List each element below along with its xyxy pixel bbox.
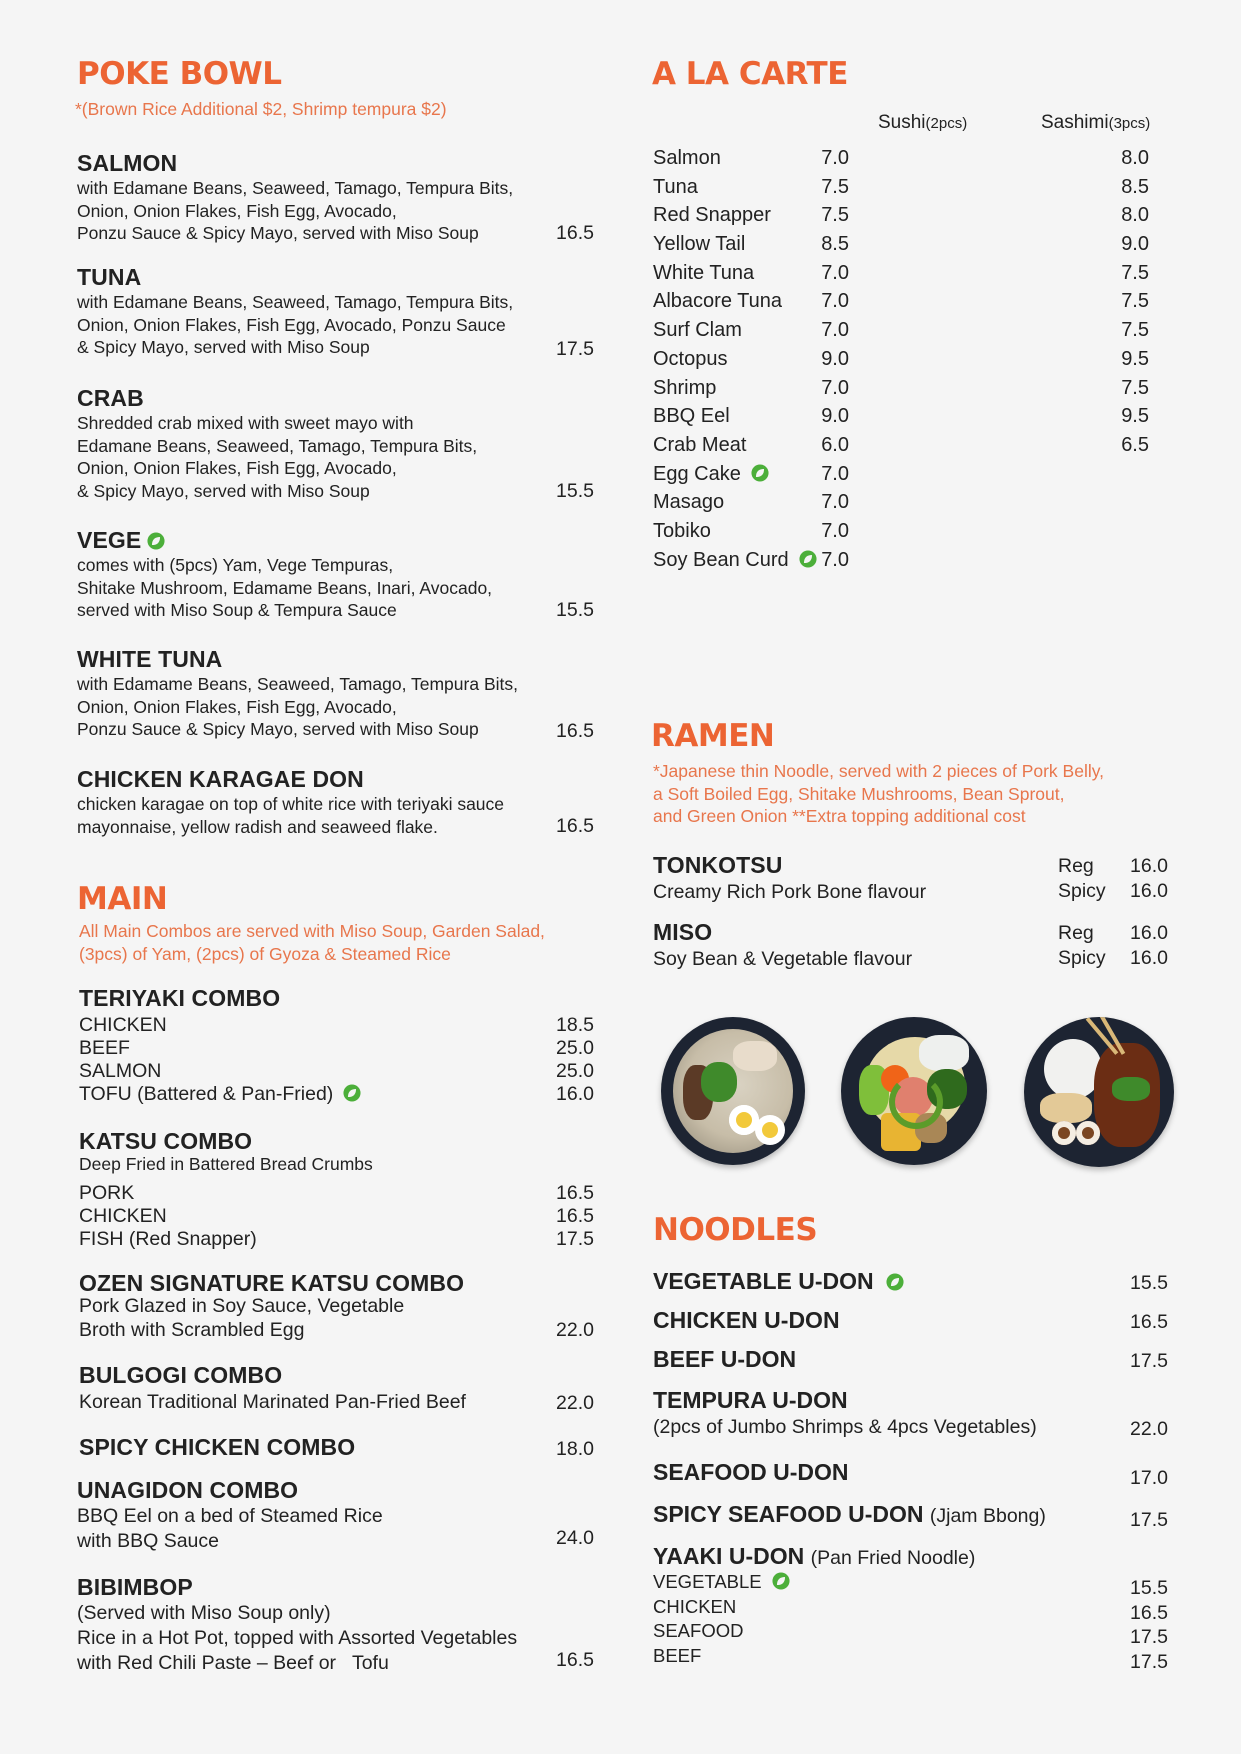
- row-name: Masago: [653, 491, 725, 514]
- option-label: BEEF: [653, 1644, 702, 1666]
- item-desc-line: with Edamame Beans, Seaweed, Tamago, Tempura Bits,: [77, 674, 518, 694]
- item-desc-line: served with Miso Soup & Tempura Sauce: [77, 600, 397, 620]
- ramen-note-line: and Green Onion **Extra topping additional cost: [653, 806, 1026, 826]
- item-price: 22.0: [556, 1392, 594, 1414]
- leaf-icon: [799, 550, 817, 568]
- sashimi-price: 7.5: [1121, 376, 1149, 399]
- option-price: 25.0: [556, 1037, 594, 1059]
- option-price: 17.5: [1130, 1626, 1168, 1648]
- item-name: VEGE: [77, 527, 142, 553]
- option-price: 17.5: [556, 1227, 594, 1250]
- ramen-item-miso: [653, 919, 1168, 975]
- table-row: [653, 287, 1169, 316]
- size-price: 16.0: [1130, 855, 1168, 877]
- leaf-icon: [751, 464, 769, 482]
- ozen-signature-katsu-combo: [79, 1272, 594, 1344]
- item-name: BIBIMBOP: [77, 1574, 193, 1600]
- row-name: White Tuna: [653, 261, 755, 284]
- teriyaki-plate-photo: [1024, 1017, 1174, 1167]
- yaaki-options: [653, 1570, 1168, 1673]
- item-name: CRAB: [77, 385, 144, 411]
- row-name: Yellow Tail: [653, 233, 746, 256]
- item-desc-line: chicken karagae on top of white rice with teriyaki sauce: [77, 794, 505, 814]
- item-desc-line: Rice in a Hot Pot, topped with Assorted Vegetables: [77, 1627, 518, 1649]
- option-row: [79, 1014, 594, 1037]
- ramen-item-tonkotsu: [653, 852, 1168, 908]
- sushi-price: 9.0: [821, 405, 849, 428]
- item-desc-line: Onion, Onion Flakes, Fish Egg, Avocado,: [77, 458, 397, 478]
- option-price: 18.5: [556, 1014, 594, 1036]
- noodle-item-yaaki-udon: [653, 1543, 1168, 1673]
- item-subtitle: (Jjam Bbong): [929, 1505, 1046, 1527]
- bibimbop: [77, 1574, 594, 1678]
- option-label: SEAFOOD: [653, 1620, 744, 1641]
- item-desc-line: Onion, Onion Flakes, Fish Egg, Avocado,: [77, 696, 397, 717]
- item-price: 17.5: [556, 338, 594, 360]
- item-price: 17.0: [1130, 1467, 1168, 1489]
- table-row: [653, 546, 1169, 575]
- row-name: Salmon: [653, 147, 721, 169]
- row-name: Tobiko: [653, 519, 711, 542]
- item-desc-line: (Served with Miso Soup only): [77, 1602, 331, 1624]
- main-note-line: All Main Combos are served with Miso Soup, Garden Salad,: [79, 921, 545, 941]
- noodles-title: NOODLES: [653, 1212, 818, 1248]
- option-label: VEGETABLE: [653, 1571, 762, 1592]
- row-name: Surf Clam: [653, 319, 742, 342]
- option-price: 16.5: [556, 1204, 594, 1227]
- size-price: 16.0: [1130, 880, 1168, 902]
- item-desc-line: Shitake Mushroom, Edamame Beans, Inari, Avocado,: [77, 577, 493, 598]
- ramen-size-labels: [1058, 921, 1106, 971]
- table-row: [653, 374, 1169, 403]
- table-row: [653, 431, 1169, 460]
- item-price: 15.5: [1130, 1272, 1168, 1294]
- item-desc-line: Onion, Onion Flakes, Fish Egg, Avocado, Ponzu Sauce: [77, 314, 506, 335]
- size-price: 16.0: [1130, 922, 1168, 944]
- option-price: 16.5: [556, 1181, 594, 1204]
- option-row: [79, 1060, 594, 1083]
- row-name: Tuna: [653, 175, 698, 198]
- item-desc: Creamy Rich Pork Bone flavour: [653, 881, 927, 903]
- item-desc-line: with Red Chili Paste – Beef or Tofu: [77, 1652, 389, 1674]
- sashimi-price: 8.0: [1121, 204, 1149, 227]
- ramen-size-prices: [1130, 854, 1168, 904]
- row-name: Soy Bean Curd: [653, 548, 789, 571]
- item-desc-line: Pork Glazed in Soy Sauce, Vegetable: [79, 1295, 405, 1317]
- table-row: [653, 460, 1169, 489]
- noodle-item-tempura-udon: [653, 1387, 1168, 1443]
- sushi-price: 7.5: [821, 204, 849, 227]
- noodle-item-seafood-udon: [653, 1459, 1168, 1491]
- item-desc-line: Broth with Scrambled Egg: [79, 1319, 305, 1341]
- spicy-chicken-combo: [79, 1434, 594, 1464]
- header-label: Sushi: [878, 112, 926, 133]
- sashimi-price: 8.5: [1121, 175, 1149, 198]
- leaf-icon: [886, 1273, 904, 1291]
- item-name: BULGOGI COMBO: [79, 1362, 283, 1388]
- ramen-title: RAMEN: [651, 718, 775, 754]
- size-label: Reg: [1058, 922, 1094, 944]
- item-price: 16.5: [556, 815, 594, 837]
- table-row: [653, 230, 1169, 259]
- sushi-price: 7.0: [821, 376, 849, 399]
- noodle-item-vegetable-udon: [653, 1268, 1168, 1298]
- item-desc-line: BBQ Eel on a bed of Steamed Rice: [77, 1505, 383, 1527]
- item-desc-line: & Spicy Mayo, served with Miso Soup: [77, 480, 370, 501]
- leaf-icon: [772, 1572, 790, 1590]
- size-label: Spicy: [1058, 947, 1106, 969]
- item-desc: Deep Fried in Battered Bread Crumbs: [79, 1154, 373, 1174]
- ramen-note: [653, 760, 1104, 828]
- sushi-price: 7.0: [821, 290, 849, 313]
- item-price: 16.5: [556, 222, 594, 244]
- item-name: BEEF U-DON: [653, 1346, 797, 1372]
- row-name: BBQ Eel: [653, 405, 730, 428]
- row-name: Octopus: [653, 347, 728, 370]
- a-la-carte-title: A LA CARTE: [652, 56, 848, 92]
- item-price: 16.5: [1130, 1311, 1168, 1333]
- option-price: 16.0: [556, 1083, 594, 1105]
- sushi-price: 9.0: [821, 347, 849, 370]
- item-desc: Korean Traditional Marinated Pan-Fried Beef: [79, 1391, 466, 1413]
- item-price: 22.0: [1130, 1418, 1168, 1440]
- item-desc: (2pcs of Jumbo Shrimps & 4pcs Vegetables): [653, 1416, 1037, 1438]
- sushi-price: 7.0: [821, 491, 849, 514]
- menu-item-crab-poke: [77, 385, 594, 505]
- option-price: 16.5: [1130, 1601, 1168, 1624]
- item-price: 17.5: [1130, 1509, 1168, 1531]
- sashimi-price: 9.5: [1121, 347, 1149, 370]
- option-row: [653, 1570, 1168, 1599]
- item-name: WHITE TUNA: [77, 646, 223, 672]
- option-label: FISH (Red Snapper): [79, 1227, 257, 1250]
- option-label: TOFU (Battered & Pan-Fried): [79, 1083, 334, 1105]
- noodle-item-beef-udon: [653, 1346, 1168, 1376]
- size-price: 16.0: [1130, 947, 1168, 969]
- sashimi-price: 8.0: [1121, 147, 1149, 169]
- item-name: TEMPURA U-DON: [653, 1387, 848, 1413]
- sashimi-column-header: [1041, 112, 1150, 134]
- item-price: 22.0: [556, 1319, 594, 1341]
- item-desc-line: Edamane Beans, Seaweed, Tamago, Tempura Bits,: [77, 435, 478, 456]
- menu-item-chicken-karagae-don: [77, 766, 594, 842]
- ramen-bowl-photo: [661, 1017, 805, 1165]
- item-desc: Soy Bean & Vegetable flavour: [653, 948, 913, 970]
- item-desc-line: Shredded crab mixed with sweet mayo with: [77, 413, 414, 433]
- bulgogi-combo: [79, 1362, 594, 1416]
- sashimi-price: 7.5: [1121, 261, 1149, 284]
- menu-item-vege-poke: [77, 527, 594, 623]
- table-row: [653, 316, 1169, 345]
- option-row: [79, 1037, 594, 1060]
- item-desc-line: with Edamane Beans, Seaweed, Tamago, Tempura Bits,: [77, 178, 514, 198]
- sushi-price: 8.5: [821, 233, 849, 256]
- item-name: SPICY CHICKEN COMBO: [79, 1434, 356, 1460]
- item-price: 18.0: [556, 1438, 594, 1460]
- sashimi-price: 9.5: [1121, 405, 1149, 428]
- unagidon-combo: [77, 1477, 594, 1557]
- item-desc-line: with Edamane Beans, Seaweed, Tamago, Tempura Bits,: [77, 292, 514, 312]
- header-qty: (2pcs): [925, 115, 968, 132]
- ramen-size-labels: [1058, 854, 1106, 904]
- table-row: [653, 144, 1169, 173]
- ramen-note-line: a Soft Boiled Egg, Shitake Mushrooms, Bean Sprout,: [653, 783, 1065, 804]
- table-row: [653, 345, 1169, 374]
- item-name: UNAGIDON COMBO: [77, 1477, 299, 1503]
- item-price: 15.5: [556, 599, 594, 621]
- sashimi-price: 7.5: [1121, 319, 1149, 342]
- option-label: BEEF: [79, 1037, 130, 1059]
- sushi-price: 7.0: [821, 548, 849, 571]
- table-row: [653, 402, 1169, 431]
- row-name: Crab Meat: [653, 433, 747, 456]
- item-price: 17.5: [1130, 1350, 1168, 1372]
- option-row: [79, 1182, 594, 1205]
- sushi-price: 7.0: [821, 519, 849, 542]
- sushi-price: 7.5: [821, 175, 849, 198]
- option-row: [79, 1228, 594, 1251]
- row-name: Red Snapper: [653, 204, 771, 227]
- item-name: SEAFOOD U-DON: [653, 1459, 849, 1485]
- row-name: Shrimp: [653, 376, 717, 399]
- table-row: [653, 201, 1169, 230]
- noodle-item-spicy-seafood-udon: [653, 1501, 1168, 1533]
- leaf-icon: [147, 532, 165, 550]
- row-name: Egg Cake: [653, 462, 741, 485]
- menu-item-tuna-poke: [77, 264, 594, 360]
- sushi-price: 6.0: [821, 433, 849, 456]
- item-name: MISO: [653, 919, 713, 945]
- item-name: OZEN SIGNATURE KATSU COMBO: [79, 1270, 465, 1296]
- option-row: [79, 1083, 594, 1106]
- item-name: KATSU COMBO: [79, 1128, 253, 1154]
- ramen-size-prices: [1130, 921, 1168, 971]
- item-name: SALMON: [77, 150, 178, 176]
- item-price: 16.5: [556, 1649, 594, 1671]
- option-label: PORK: [79, 1181, 135, 1204]
- table-row: [653, 488, 1169, 517]
- item-desc-line: with BBQ Sauce: [77, 1530, 219, 1552]
- leaf-icon: [343, 1084, 361, 1102]
- option-row: [79, 1205, 594, 1228]
- item-name: TONKOTSU: [653, 852, 783, 878]
- option-label: CHICKEN: [653, 1595, 737, 1617]
- option-price: 25.0: [556, 1060, 594, 1082]
- sushi-price: 7.0: [821, 147, 849, 169]
- size-label: Reg: [1058, 855, 1094, 877]
- main-note: [79, 920, 545, 965]
- teriyaki-combo: [79, 985, 594, 1106]
- option-row: [653, 1619, 1168, 1648]
- main-title: MAIN: [77, 881, 168, 917]
- sashimi-price: 6.5: [1121, 433, 1149, 456]
- item-name: CHICKEN U-DON: [653, 1307, 840, 1333]
- item-desc-line: & Spicy Mayo, served with Miso Soup: [77, 337, 370, 357]
- sashimi-price: 9.0: [1121, 233, 1149, 256]
- item-desc-line: Ponzu Sauce & Spicy Mayo, served with Miso Soup: [77, 223, 479, 243]
- row-name: Albacore Tuna: [653, 290, 782, 313]
- sushi-column-header: [878, 112, 967, 134]
- ramen-note-line: *Japanese thin Noodle, served with 2 pieces of Pork Belly,: [653, 761, 1105, 781]
- item-desc-line: Ponzu Sauce & Spicy Mayo, served with Miso Soup: [77, 719, 479, 739]
- table-row: [653, 259, 1169, 288]
- sashimi-price: 7.5: [1121, 290, 1149, 313]
- poke-bowl-note: *(Brown Rice Additional $2, Shrimp tempura $2): [75, 99, 447, 119]
- item-desc-line: comes with (5pcs) Yam, Vege Tempuras,: [77, 555, 394, 575]
- item-name: VEGETABLE U-DON: [653, 1268, 874, 1294]
- menu-item-salmon-poke: [77, 150, 594, 246]
- option-row: [653, 1644, 1168, 1673]
- noodle-item-chicken-udon: [653, 1307, 1168, 1337]
- item-name: CHICKEN KARAGAE DON: [77, 766, 364, 792]
- item-price: 15.5: [556, 480, 594, 502]
- item-desc-line: mayonnaise, yellow radish and seaweed flake.: [77, 816, 438, 837]
- item-price: 16.5: [556, 720, 594, 742]
- option-label: CHICKEN: [79, 1014, 167, 1036]
- item-name: TUNA: [77, 264, 142, 290]
- option-label: SALMON: [79, 1060, 162, 1082]
- table-row: [653, 173, 1169, 202]
- item-name: TERIYAKI COMBO: [79, 985, 281, 1011]
- item-subtitle: (Pan Fried Noodle): [810, 1547, 976, 1569]
- header-label: Sashimi: [1041, 112, 1109, 133]
- sushi-price: 7.0: [821, 462, 849, 485]
- item-name: SPICY SEAFOOD U-DON: [653, 1501, 924, 1527]
- sushi-price: 7.0: [821, 261, 849, 284]
- poke-bowl-photo: [841, 1017, 987, 1165]
- option-row: [653, 1595, 1168, 1624]
- header-qty: (3pcs): [1108, 115, 1151, 132]
- item-price: 24.0: [556, 1527, 594, 1549]
- item-name: YAAKI U-DON: [653, 1543, 805, 1569]
- option-price: 17.5: [1130, 1650, 1168, 1673]
- poke-bowl-title: POKE BOWL: [77, 56, 282, 92]
- main-note-line: (3pcs) of Yam, (2pcs) of Gyoza & Steamed Rice: [79, 943, 451, 964]
- a-la-carte-table: [653, 144, 1169, 574]
- table-row: [653, 517, 1169, 546]
- item-desc-line: Onion, Onion Flakes, Fish Egg, Avocado,: [77, 200, 397, 221]
- size-label: Spicy: [1058, 880, 1106, 902]
- menu-item-white-tuna-poke: [77, 646, 594, 742]
- option-price: 15.5: [1130, 1577, 1168, 1599]
- sushi-price: 7.0: [821, 319, 849, 342]
- option-label: CHICKEN: [79, 1204, 167, 1227]
- katsu-combo: [79, 1129, 594, 1251]
